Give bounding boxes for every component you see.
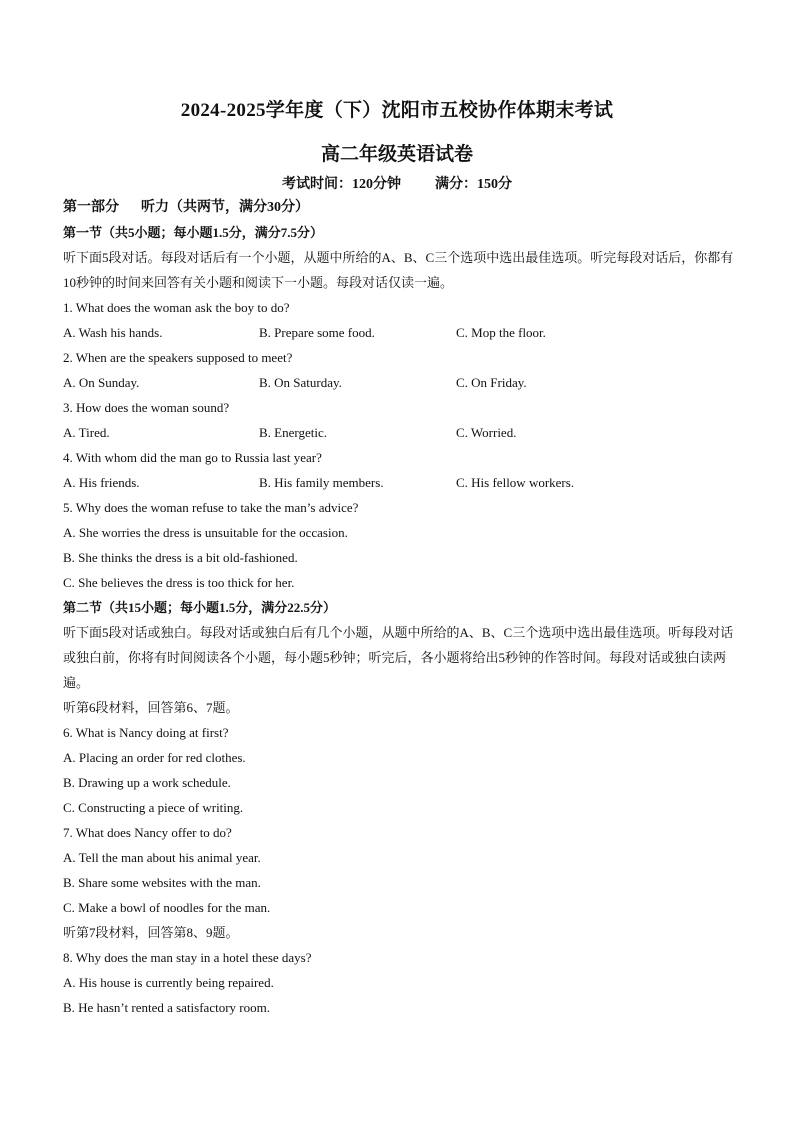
part-title: 听力（共两节，满分30分）: [141, 200, 309, 215]
option-b: B. Drawing up a work schedule.: [63, 775, 231, 790]
options-row: [63, 320, 735, 345]
option-c: C. Constructing a piece of writing.: [63, 800, 244, 815]
question-stem: 2. When are the speakers supposed to meet?: [63, 350, 293, 365]
material-note: 听第6段材料，回答第6、7题。: [63, 700, 239, 715]
question-stem: 4. With whom did the man go to Russia last year?: [63, 450, 322, 465]
option-c: C. Make a bowl of noodles for the man.: [63, 900, 271, 915]
option-a: A. His house is currently being repaired.: [63, 975, 274, 990]
question-stem: 7. What does Nancy offer to do?: [63, 825, 232, 840]
option-c: C. Worried.: [456, 425, 517, 440]
option-b: B. Prepare some food.: [259, 325, 375, 340]
exam-time: 考试时间：120分钟: [282, 177, 401, 192]
options-row: [63, 420, 735, 445]
exam-score: 满分：150分: [435, 177, 512, 192]
option-a: A. She worries the dress is unsuitable for the occasion.: [63, 525, 348, 540]
material-note: 听第7段材料，回答第8、9题。: [63, 925, 239, 940]
option-b: B. She thinks the dress is a bit old-fashioned.: [63, 550, 298, 565]
part-heading: [63, 195, 735, 220]
question-stem: 3. How does the woman sound?: [63, 400, 230, 415]
option-a: A. Placing an order for red clothes.: [63, 750, 246, 765]
option-a: A. Wash his hands.: [63, 325, 163, 340]
exam-content: [63, 195, 735, 1020]
option-c: C. She believes the dress is too thick for her.: [63, 575, 295, 590]
question-stem: 6. What is Nancy doing at first?: [63, 725, 229, 740]
section-instructions: 听下面5段对话。每段对话后有一个小题，从题中所给的A、B、C三个选项中选出最佳选项。听完每段对话后，你都有10秒钟的时间来回答有关小题和阅读下一小题。每段对话仅读一遍。: [63, 250, 734, 290]
question-stem: 1. What does the woman ask the boy to do?: [63, 300, 290, 315]
question-stem: 8. Why does the man stay in a hotel these days?: [63, 950, 312, 965]
section-heading: 第一节（共5小题；每小题1.5分，满分7.5分）: [63, 225, 324, 240]
option-b: B. On Saturday.: [259, 375, 342, 390]
options-row: [63, 470, 735, 495]
option-c: C. His fellow workers.: [456, 475, 575, 490]
exam-title: 2024-2025学年度（下）沈阳市五校协作体期末考试: [180, 100, 614, 121]
question-stem: 5. Why does the woman refuse to take the man’s advice?: [63, 500, 359, 515]
part-number: 第一部分: [63, 200, 119, 215]
exam-info: [0, 173, 794, 193]
option-a: A. Tired.: [63, 425, 110, 440]
section-heading: 第二节（共15小题；每小题1.5分，满分22.5分）: [63, 600, 337, 615]
option-b: B. His family members.: [259, 475, 384, 490]
option-b: B. Energetic.: [259, 425, 327, 440]
option-a: A. Tell the man about his animal year.: [63, 850, 261, 865]
option-a: A. His friends.: [63, 475, 140, 490]
section-instructions: 听下面5段对话或独白。每段对话或独白后有几个小题，从题中所给的A、B、C三个选项中选出最佳选项。听每段对话或独白前，你将有时间阅读各个小题，每小题5秒钟；听完后，各小题将给出5秒钟的作答时间。每段对话或独白读两遍。: [63, 625, 734, 690]
exam-subtitle: 高二年级英语试卷: [320, 144, 473, 165]
options-row: [63, 370, 735, 395]
option-c: C. On Friday.: [456, 375, 527, 390]
option-c: C. Mop the floor.: [456, 325, 546, 340]
option-b: B. Share some websites with the man.: [63, 875, 261, 890]
option-b: B. He hasn’t rented a satisfactory room.: [63, 1000, 270, 1015]
option-a: A. On Sunday.: [63, 375, 140, 390]
